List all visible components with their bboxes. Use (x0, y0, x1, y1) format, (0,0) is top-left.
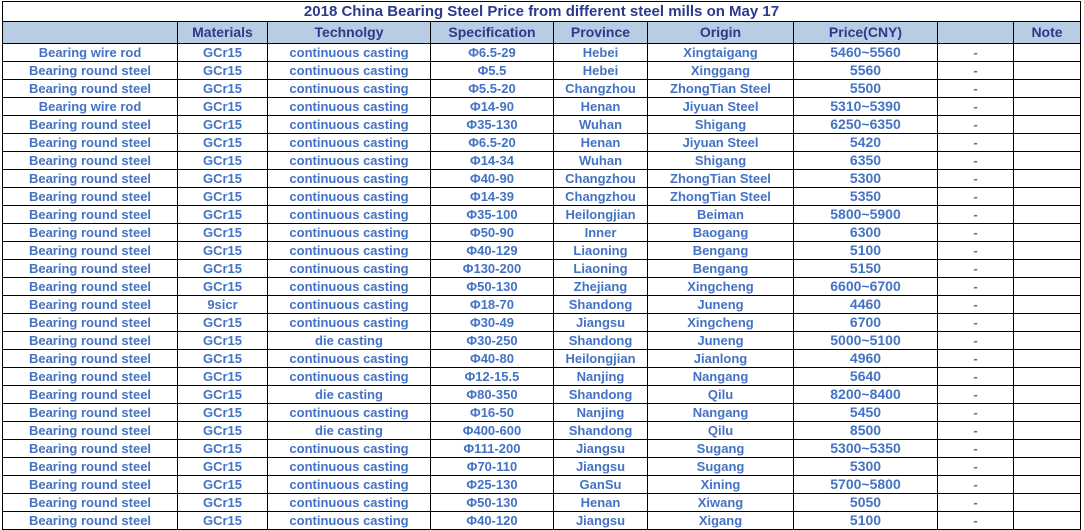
cell-province: Jiangsu (554, 458, 648, 476)
cell-note (1014, 170, 1081, 188)
cell-product: Bearing round steel (3, 368, 178, 386)
table-title: 2018 China Bearing Steel Price from different steel mills on May 17 (3, 2, 1081, 22)
table-row (3, 134, 1081, 152)
cell-dash: - (938, 278, 1014, 296)
cell-dash: - (938, 296, 1014, 314)
cell-dash: - (938, 44, 1014, 62)
cell-product: Bearing round steel (3, 386, 178, 404)
table-row (3, 494, 1081, 512)
cell-specification: Φ400-600 (431, 422, 554, 440)
cell-province: Changzhou (554, 80, 648, 98)
cell-province: Shandong (554, 386, 648, 404)
cell-specification: Φ5.5 (431, 62, 554, 80)
cell-note (1014, 206, 1081, 224)
column-header-origin: Origin (648, 22, 794, 44)
cell-province: Jiangsu (554, 314, 648, 332)
cell-price: 6350 (794, 152, 938, 170)
cell-note (1014, 278, 1081, 296)
cell-price: 5350 (794, 188, 938, 206)
table-row (3, 350, 1081, 368)
cell-technology: continuous casting (268, 206, 431, 224)
cell-note (1014, 422, 1081, 440)
cell-technology: continuous casting (268, 152, 431, 170)
cell-price: 5800~5900 (794, 206, 938, 224)
cell-note (1014, 512, 1081, 530)
cell-origin: Xingtaigang (648, 44, 794, 62)
cell-product: Bearing wire rod (3, 98, 178, 116)
cell-specification: Φ30-250 (431, 332, 554, 350)
cell-origin: Sugang (648, 440, 794, 458)
table-row (3, 314, 1081, 332)
cell-price: 5310~5390 (794, 98, 938, 116)
cell-origin: Shigang (648, 116, 794, 134)
cell-product: Bearing round steel (3, 134, 178, 152)
cell-technology: continuous casting (268, 224, 431, 242)
cell-materials: GCr15 (178, 440, 268, 458)
cell-specification: Φ50-90 (431, 224, 554, 242)
cell-materials: GCr15 (178, 422, 268, 440)
cell-province: Nanjing (554, 368, 648, 386)
table-row (3, 98, 1081, 116)
cell-dash: - (938, 116, 1014, 134)
cell-price: 5500 (794, 80, 938, 98)
cell-note (1014, 368, 1081, 386)
cell-price: 5150 (794, 260, 938, 278)
cell-technology: continuous casting (268, 314, 431, 332)
table-row (3, 422, 1081, 440)
cell-note (1014, 386, 1081, 404)
column-header-note: Note (1014, 22, 1081, 44)
cell-specification: Φ35-100 (431, 206, 554, 224)
cell-specification: Φ50-130 (431, 278, 554, 296)
cell-product: Bearing round steel (3, 458, 178, 476)
cell-materials: GCr15 (178, 224, 268, 242)
cell-origin: ZhongTian Steel (648, 188, 794, 206)
cell-product: Bearing round steel (3, 80, 178, 98)
column-header-row (3, 22, 1081, 44)
cell-note (1014, 296, 1081, 314)
cell-materials: GCr15 (178, 350, 268, 368)
cell-technology: continuous casting (268, 368, 431, 386)
cell-origin: Sugang (648, 458, 794, 476)
cell-technology: continuous casting (268, 404, 431, 422)
cell-materials: GCr15 (178, 278, 268, 296)
table-row (3, 206, 1081, 224)
cell-materials: GCr15 (178, 494, 268, 512)
cell-materials: GCr15 (178, 206, 268, 224)
cell-note (1014, 440, 1081, 458)
cell-dash: - (938, 458, 1014, 476)
cell-product: Bearing round steel (3, 296, 178, 314)
cell-province: Jiangsu (554, 512, 648, 530)
cell-origin: Nangang (648, 404, 794, 422)
cell-price: 5420 (794, 134, 938, 152)
cell-product: Bearing round steel (3, 116, 178, 134)
cell-province: Heilongjian (554, 206, 648, 224)
cell-note (1014, 80, 1081, 98)
cell-specification: Φ30-49 (431, 314, 554, 332)
cell-specification: Φ35-130 (431, 116, 554, 134)
cell-product: Bearing round steel (3, 476, 178, 494)
cell-origin: Xining (648, 476, 794, 494)
cell-price: 6600~6700 (794, 278, 938, 296)
cell-origin: Juneng (648, 296, 794, 314)
table-row (3, 80, 1081, 98)
cell-specification: Φ130-200 (431, 260, 554, 278)
cell-dash: - (938, 368, 1014, 386)
cell-dash: - (938, 476, 1014, 494)
cell-note (1014, 260, 1081, 278)
cell-note (1014, 242, 1081, 260)
cell-product: Bearing round steel (3, 170, 178, 188)
cell-specification: Φ25-130 (431, 476, 554, 494)
cell-materials: GCr15 (178, 188, 268, 206)
cell-note (1014, 476, 1081, 494)
cell-province: Hebei (554, 44, 648, 62)
column-header-technology: Technolgy (268, 22, 431, 44)
cell-price: 5560 (794, 62, 938, 80)
cell-origin: Xinggang (648, 62, 794, 80)
cell-specification: Φ6.5-29 (431, 44, 554, 62)
cell-dash: - (938, 188, 1014, 206)
cell-price: 5700~5800 (794, 476, 938, 494)
table-row (3, 152, 1081, 170)
cell-origin: Xingcheng (648, 278, 794, 296)
cell-specification: Φ6.5-20 (431, 134, 554, 152)
cell-dash: - (938, 242, 1014, 260)
cell-price: 5300~5350 (794, 440, 938, 458)
cell-origin: ZhongTian Steel (648, 170, 794, 188)
cell-product: Bearing round steel (3, 260, 178, 278)
cell-province: Liaoning (554, 260, 648, 278)
cell-note (1014, 62, 1081, 80)
cell-note (1014, 350, 1081, 368)
cell-price: 5100 (794, 242, 938, 260)
cell-origin: Bengang (648, 242, 794, 260)
cell-price: 8200~8400 (794, 386, 938, 404)
table-body (3, 44, 1081, 530)
cell-technology: continuous casting (268, 512, 431, 530)
cell-materials: GCr15 (178, 44, 268, 62)
cell-technology: continuous casting (268, 350, 431, 368)
cell-materials: GCr15 (178, 386, 268, 404)
cell-technology: die casting (268, 422, 431, 440)
cell-product: Bearing round steel (3, 440, 178, 458)
cell-product: Bearing round steel (3, 188, 178, 206)
cell-technology: continuous casting (268, 116, 431, 134)
column-header-specification: Specification (431, 22, 554, 44)
table-row (3, 224, 1081, 242)
table-row (3, 476, 1081, 494)
cell-specification: Φ16-50 (431, 404, 554, 422)
cell-province: Wuhan (554, 152, 648, 170)
table-row (3, 116, 1081, 134)
cell-product: Bearing round steel (3, 224, 178, 242)
table-row (3, 62, 1081, 80)
cell-note (1014, 188, 1081, 206)
column-header-blank (938, 22, 1014, 44)
table-row (3, 512, 1081, 530)
cell-product: Bearing round steel (3, 206, 178, 224)
cell-dash: - (938, 314, 1014, 332)
cell-technology: continuous casting (268, 44, 431, 62)
cell-province: Shandong (554, 422, 648, 440)
cell-note (1014, 458, 1081, 476)
cell-province: Nanjing (554, 404, 648, 422)
cell-origin: Xigang (648, 512, 794, 530)
table-row (3, 170, 1081, 188)
cell-technology: continuous casting (268, 260, 431, 278)
cell-technology: die casting (268, 332, 431, 350)
cell-product: Bearing round steel (3, 350, 178, 368)
cell-origin: Qilu (648, 386, 794, 404)
cell-origin: Juneng (648, 332, 794, 350)
cell-dash: - (938, 404, 1014, 422)
cell-technology: continuous casting (268, 296, 431, 314)
cell-materials: 9sicr (178, 296, 268, 314)
cell-technology: continuous casting (268, 494, 431, 512)
cell-province: Changzhou (554, 188, 648, 206)
cell-materials: GCr15 (178, 332, 268, 350)
cell-product: Bearing round steel (3, 512, 178, 530)
cell-technology: continuous casting (268, 458, 431, 476)
cell-dash: - (938, 134, 1014, 152)
cell-note (1014, 224, 1081, 242)
cell-province: Henan (554, 98, 648, 116)
cell-dash: - (938, 170, 1014, 188)
cell-province: Henan (554, 494, 648, 512)
title-row (3, 2, 1081, 22)
cell-province: Jiangsu (554, 440, 648, 458)
cell-note (1014, 152, 1081, 170)
table-row (3, 440, 1081, 458)
cell-dash: - (938, 512, 1014, 530)
cell-price: 4960 (794, 350, 938, 368)
cell-product: Bearing round steel (3, 314, 178, 332)
cell-materials: GCr15 (178, 116, 268, 134)
table-row (3, 386, 1081, 404)
cell-materials: GCr15 (178, 80, 268, 98)
cell-price: 5640 (794, 368, 938, 386)
column-header-materials: Materials (178, 22, 268, 44)
cell-technology: continuous casting (268, 80, 431, 98)
cell-note (1014, 404, 1081, 422)
cell-dash: - (938, 224, 1014, 242)
cell-province: Henan (554, 134, 648, 152)
cell-price: 5300 (794, 458, 938, 476)
cell-province: Zhejiang (554, 278, 648, 296)
column-header-price: Price(CNY) (794, 22, 938, 44)
cell-dash: - (938, 260, 1014, 278)
cell-product: Bearing round steel (3, 152, 178, 170)
cell-price: 5450 (794, 404, 938, 422)
cell-note (1014, 44, 1081, 62)
cell-technology: continuous casting (268, 62, 431, 80)
cell-materials: GCr15 (178, 62, 268, 80)
cell-specification: Φ40-129 (431, 242, 554, 260)
table-row (3, 44, 1081, 62)
cell-materials: GCr15 (178, 260, 268, 278)
cell-specification: Φ18-70 (431, 296, 554, 314)
cell-province: Wuhan (554, 116, 648, 134)
table-row (3, 404, 1081, 422)
cell-specification: Φ40-80 (431, 350, 554, 368)
cell-dash: - (938, 422, 1014, 440)
cell-materials: GCr15 (178, 152, 268, 170)
cell-materials: GCr15 (178, 242, 268, 260)
cell-materials: GCr15 (178, 368, 268, 386)
cell-specification: Φ14-90 (431, 98, 554, 116)
cell-price: 6250~6350 (794, 116, 938, 134)
table-row (3, 260, 1081, 278)
cell-specification: Φ40-90 (431, 170, 554, 188)
table-row (3, 278, 1081, 296)
cell-technology: continuous casting (268, 170, 431, 188)
cell-product: Bearing round steel (3, 62, 178, 80)
cell-specification: Φ50-130 (431, 494, 554, 512)
cell-origin: Jianlong (648, 350, 794, 368)
cell-province: Hebei (554, 62, 648, 80)
table-row (3, 332, 1081, 350)
cell-dash: - (938, 152, 1014, 170)
cell-price: 5000~5100 (794, 332, 938, 350)
cell-price: 5300 (794, 170, 938, 188)
cell-materials: GCr15 (178, 314, 268, 332)
cell-dash: - (938, 494, 1014, 512)
cell-dash: - (938, 332, 1014, 350)
cell-origin: ZhongTian Steel (648, 80, 794, 98)
cell-product: Bearing wire rod (3, 44, 178, 62)
cell-origin: Qilu (648, 422, 794, 440)
column-header-product (3, 22, 178, 44)
cell-technology: continuous casting (268, 134, 431, 152)
cell-specification: Φ14-39 (431, 188, 554, 206)
cell-dash: - (938, 98, 1014, 116)
cell-technology: die casting (268, 386, 431, 404)
cell-product: Bearing round steel (3, 404, 178, 422)
cell-origin: Jiyuan Steel (648, 134, 794, 152)
cell-price: 5460~5560 (794, 44, 938, 62)
cell-price: 8500 (794, 422, 938, 440)
cell-province: Liaoning (554, 242, 648, 260)
cell-specification: Φ40-120 (431, 512, 554, 530)
cell-technology: continuous casting (268, 440, 431, 458)
cell-materials: GCr15 (178, 170, 268, 188)
column-header-province: Province (554, 22, 648, 44)
cell-note (1014, 494, 1081, 512)
cell-product: Bearing round steel (3, 422, 178, 440)
cell-materials: GCr15 (178, 458, 268, 476)
cell-dash: - (938, 62, 1014, 80)
cell-note (1014, 314, 1081, 332)
cell-origin: Jiyuan Steel (648, 98, 794, 116)
cell-note (1014, 134, 1081, 152)
cell-price: 6300 (794, 224, 938, 242)
cell-price: 5100 (794, 512, 938, 530)
cell-note (1014, 98, 1081, 116)
table-row (3, 296, 1081, 314)
cell-specification: Φ111-200 (431, 440, 554, 458)
cell-technology: continuous casting (268, 476, 431, 494)
cell-dash: - (938, 80, 1014, 98)
cell-product: Bearing round steel (3, 242, 178, 260)
cell-technology: continuous casting (268, 242, 431, 260)
cell-materials: GCr15 (178, 404, 268, 422)
cell-origin: Shigang (648, 152, 794, 170)
cell-materials: GCr15 (178, 134, 268, 152)
table-row (3, 458, 1081, 476)
cell-note (1014, 332, 1081, 350)
cell-origin: Bengang (648, 260, 794, 278)
cell-dash: - (938, 350, 1014, 368)
cell-product: Bearing round steel (3, 332, 178, 350)
cell-specification: Φ5.5-20 (431, 80, 554, 98)
cell-materials: GCr15 (178, 512, 268, 530)
cell-price: 4460 (794, 296, 938, 314)
cell-province: Shandong (554, 332, 648, 350)
cell-specification: Φ80-350 (431, 386, 554, 404)
cell-product: Bearing round steel (3, 494, 178, 512)
cell-origin: Xingcheng (648, 314, 794, 332)
cell-province: Shandong (554, 296, 648, 314)
cell-specification: Φ14-34 (431, 152, 554, 170)
cell-note (1014, 116, 1081, 134)
cell-price: 6700 (794, 314, 938, 332)
cell-product: Bearing round steel (3, 278, 178, 296)
cell-origin: Beiman (648, 206, 794, 224)
cell-specification: Φ70-110 (431, 458, 554, 476)
cell-province: GanSu (554, 476, 648, 494)
cell-technology: continuous casting (268, 278, 431, 296)
cell-dash: - (938, 386, 1014, 404)
cell-dash: - (938, 440, 1014, 458)
cell-price: 5050 (794, 494, 938, 512)
table-row (3, 242, 1081, 260)
cell-technology: continuous casting (268, 98, 431, 116)
cell-origin: Nangang (648, 368, 794, 386)
cell-province: Changzhou (554, 170, 648, 188)
table-row (3, 188, 1081, 206)
cell-province: Heilongjian (554, 350, 648, 368)
cell-specification: Φ12-15.5 (431, 368, 554, 386)
cell-origin: Xiwang (648, 494, 794, 512)
cell-province: Inner (554, 224, 648, 242)
cell-materials: GCr15 (178, 476, 268, 494)
cell-origin: Baogang (648, 224, 794, 242)
table-row (3, 368, 1081, 386)
cell-materials: GCr15 (178, 98, 268, 116)
cell-technology: continuous casting (268, 188, 431, 206)
bearing-steel-price-table (2, 1, 1081, 530)
cell-dash: - (938, 206, 1014, 224)
